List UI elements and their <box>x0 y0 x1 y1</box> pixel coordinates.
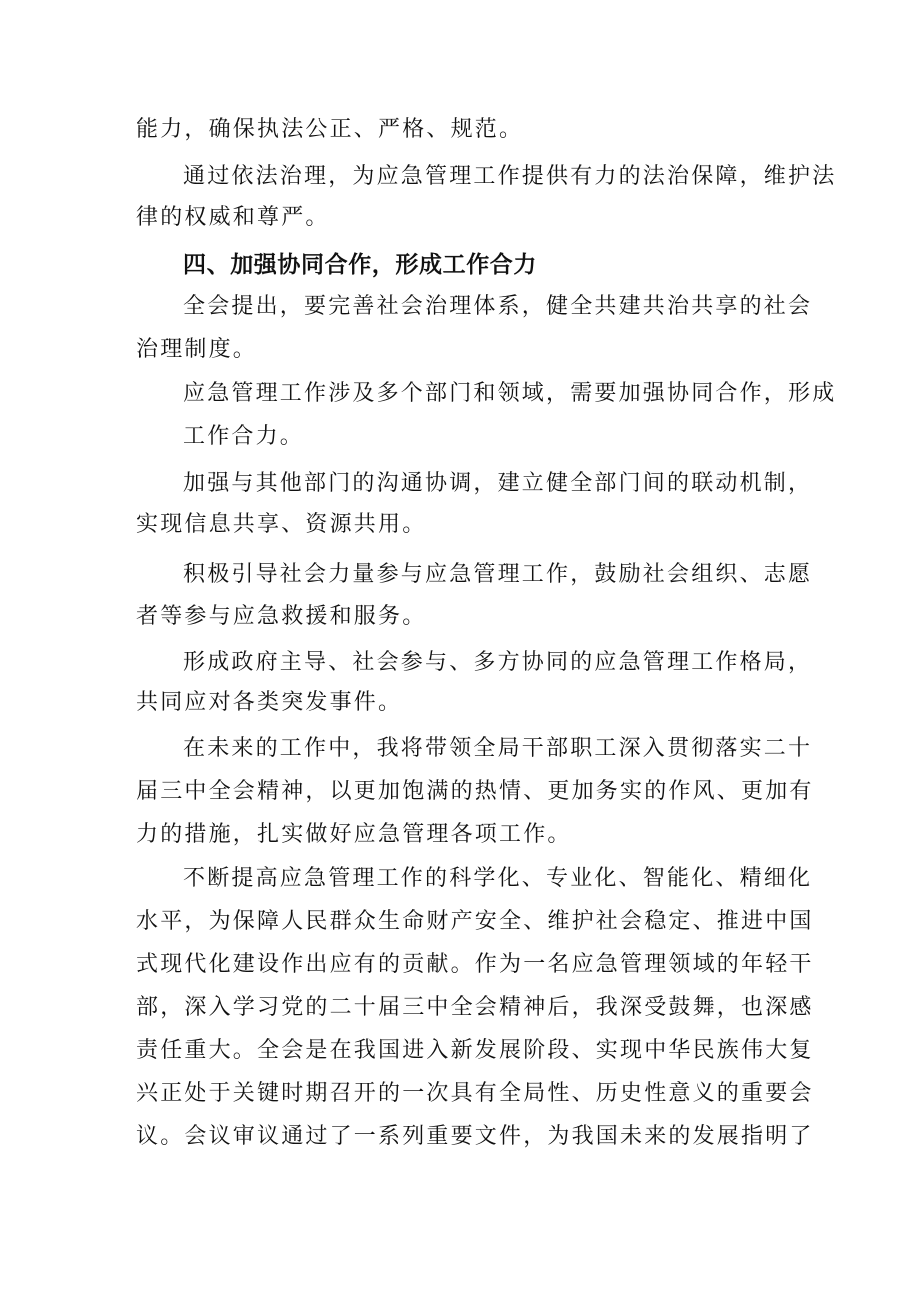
text-line-21: 部，深入学习党的二十届三中全会精神后，我深受鼓舞，也深感 <box>136 995 814 1020</box>
text-line-24: 议。会议审议通过了一系列重要文件，为我国未来的发展指明了 <box>136 1124 814 1149</box>
text-line-5: 全会提出，要完善社会治理体系，健全共建共治共享的社会 <box>183 294 813 319</box>
text-line-6: 治理制度。 <box>136 337 258 362</box>
text-line-23: 兴正处于关键时期召开的一次具有全局性、历史性意义的重要会 <box>136 1081 814 1106</box>
section-heading: 四、加强协同合作，形成工作合力 <box>183 252 537 278</box>
text-line-14: 共同应对各类突发事件。 <box>136 690 403 715</box>
text-line-19: 水平，为保障人民群众生命财产安全、维护社会稳定、推进中国 <box>136 909 814 934</box>
text-line-10: 实现信息共享、资源共用。 <box>136 512 427 537</box>
text-line-13: 形成政府主导、社会参与、多方协同的应急管理工作格局， <box>183 650 813 675</box>
text-line-20: 式现代化建设作出应有的贡献。作为一名应急管理领域的年轻干 <box>136 952 814 977</box>
text-line-22: 责任重大。全会是在我国进入新发展阶段、实现中华民族伟大复 <box>136 1038 814 1063</box>
text-line-8: 工作合力。 <box>183 424 305 449</box>
text-line-16: 届三中全会精神，以更加饱满的热情、更加务实的作风、更加有 <box>136 779 814 804</box>
text-line-3: 律的权威和尊严。 <box>136 205 330 230</box>
text-line-18: 不断提高应急管理工作的科学化、专业化、智能化、精细化 <box>183 866 813 891</box>
text-line-2: 通过依法治理，为应急管理工作提供有力的法治保障，维护法 <box>183 164 837 189</box>
text-line-17: 力的措施，扎实做好应急管理各项工作。 <box>136 822 572 847</box>
text-line-1: 能力，确保执法公正、严格、规范。 <box>136 117 524 142</box>
text-line-9: 加强与其他部门的沟通协调，建立健全部门间的联动机制， <box>183 471 813 496</box>
text-line-15: 在未来的工作中，我将带领全局干部职工深入贯彻落实二十 <box>183 736 813 761</box>
text-line-12: 者等参与应急救援和服务。 <box>136 604 427 629</box>
text-line-7: 应急管理工作涉及多个部门和领域，需要加强协同合作，形成 <box>183 381 837 406</box>
text-line-11: 积极引导社会力量参与应急管理工作，鼓励社会组织、志愿 <box>183 562 813 587</box>
